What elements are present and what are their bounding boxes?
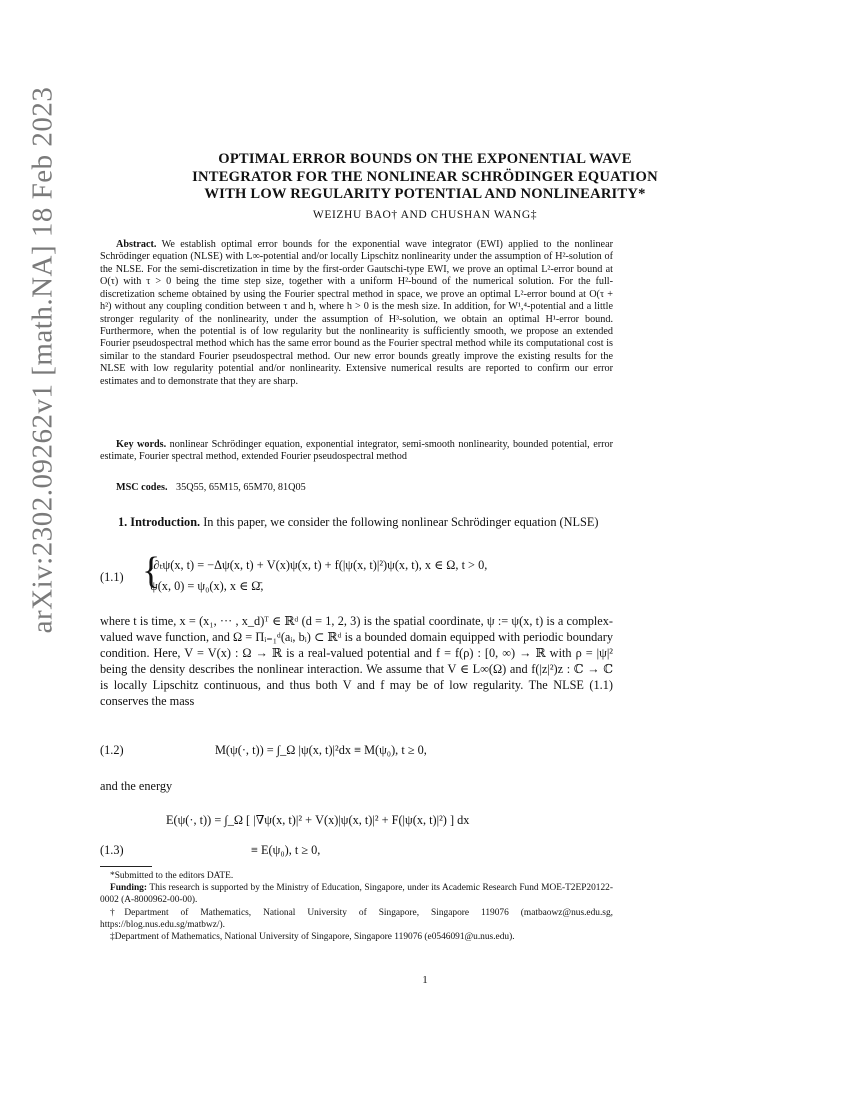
msc-label: MSC codes. (116, 482, 168, 493)
footnotes (100, 870, 613, 943)
brace-symbol: { (142, 550, 161, 592)
equation-number: (1.3) (100, 843, 124, 857)
footnote: ‡Department of Mathematics, National University of Singapore, Singapore 119076 (e0546091@u.nus.edu). (110, 932, 515, 943)
abstract (100, 239, 613, 388)
author-list: WEIZHU BAO† AND CHUSHAN WANG‡ (312, 209, 538, 221)
title-line-2: INTEGRATOR FOR THE NONLINEAR SCHRÖDINGER EQUATION (192, 168, 658, 185)
page-number: 1 (422, 974, 428, 986)
equation-line: E(ψ(·, t)) = ∫_Ω [ |∇ψ(x, t)|² + V(x)|ψ(x, t)|² + F(|ψ(x, t)|²) ] dx (166, 813, 470, 827)
keywords-label: Key words. (116, 439, 167, 450)
equation-1-1 (100, 550, 613, 600)
introduction (100, 514, 613, 530)
arxiv-identifier: arXiv:2302.09262v1 [math.NA] 18 Feb 2023 (26, 86, 59, 634)
equation-number: (1.1) (100, 570, 124, 584)
equation-line: ≡ E(ψ₀), t ≥ 0, (251, 843, 321, 857)
equation-1-3 (100, 813, 613, 857)
funding-label: Funding: (110, 883, 147, 894)
paragraph: where t is time, x = (x₁, ··· , x_d)ᵀ ∈ ℝᵈ (d = 1, 2, 3) is the spatial coordinate, ψ := ψ(x, t) is a complex-valued wave function, and Ω = Πᵢ₌₁ᵈ(aᵢ, bᵢ) ⊂ ℝᵈ is a bounded domain equipped with periodic boundary condition. Here, V = V(x) : Ω → ℝ is a real-valued potential and f = f(ρ) : [0, ∞) → ℝ with ρ = |ψ|² being the density describes the nonlinear interaction. We assume that V ∈ L∞(Ω) and f(|z|²)z : ℂ → ℂ is locally Lipschitz continuous, and thus both V and f may be of low regularity. The NLSE (1.1) conserves the mass (100, 614, 613, 709)
section-heading: 1. Introduction. (118, 515, 201, 529)
intro-text: In this paper, we consider the following nonlinear Schrödinger equation (NLSE) (203, 515, 599, 529)
funding-text: This research is supported by the Ministry of Education, Singapore, under its Academic Research Fund MOE-T2EP20122-0002 (A-8000962-00-00). (100, 883, 613, 906)
title-line-1: OPTIMAL ERROR BOUNDS ON THE EXPONENTIAL WAVE (218, 151, 632, 167)
msc-codes (116, 482, 306, 493)
footnote-divider (100, 866, 152, 867)
paragraph: and the energy (100, 779, 173, 793)
keywords (100, 439, 613, 464)
footnote: †Department of Mathematics, National University of Singapore, Singapore 119076 (matbaowz@nus.edu.sg, https://blog.nus.edu.sg/matbwz/). (100, 907, 613, 930)
paper-title (90, 151, 760, 204)
footnote (100, 882, 613, 906)
equation-line: M(ψ(·, t)) = ∫_Ω |ψ(x, t)|²dx ≡ M(ψ₀), t ≥ 0, (215, 743, 427, 757)
keywords-text: nonlinear Schrödinger equation, exponential integrator, semi-smooth nonlinearity, bounded potential, error estimate, Fourier spectral method, extended Fourier pseudospectral method (100, 439, 613, 463)
arxiv-stamp (22, 40, 64, 680)
equation-number: (1.2) (100, 743, 124, 757)
footnote: *Submitted to the editors DATE. (110, 871, 234, 881)
equation-1-2 (100, 743, 613, 763)
abstract-text: We establish optimal error bounds for the exponential wave integrator (EWI) applied to the nonlinear Schrödinger equation (NLSE) with L∞-potential and/or locally Lipschitz nonlinearity under the assumption of H²-solution of the NLSE. For the semi-discretization in time by the first-order Gautschi-type EWI, we prove an optimal L²-error bound at O(τ) with τ > 0 being the time step size, together with a uniform H²-bound of the numerical solution. For the full-discretization scheme obtained by using the Fourier spectral method in space, we prove an optimal L²-error bound at O(τ + h²) without any coupling condition between τ and h, where h > 0 is the mesh size. In addition, for W¹,⁴-potential and a little stronger regularity of the nonlinearity, under the assumption of H³-solution, we obtain an optimal H¹-error bound. Furthermore, when the potential is of low regularity but the nonlinearity is sufficiently smooth, we propose an extended Fourier pseudospectral method which has the same error bound as the Fourier spectral method while its computational cost is similar to the standard Fourier pseudospectral method. Our new error bounds greatly improve the existing results for the NLSE with low regularity potential and/or nonlinearity. Extensive numerical results are reported to confirm our error estimates and to demonstrate that they are sharp. (100, 239, 613, 387)
abstract-label: Abstract. (116, 239, 157, 250)
msc-text: 35Q55, 65M15, 65M70, 81Q05 (176, 482, 306, 493)
title-line-3: WITH LOW REGULARITY POTENTIAL AND NONLINEARITY* (204, 186, 646, 202)
equation-line: i∂ₜψ(x, t) = −Δψ(x, t) + V(x)ψ(x, t) + f(|ψ(x, t)|²)ψ(x, t), x ∈ Ω, t > 0, (150, 558, 488, 572)
equation-line: ψ(x, 0) = ψ₀(x), x ∈ Ω̄, (150, 579, 264, 593)
